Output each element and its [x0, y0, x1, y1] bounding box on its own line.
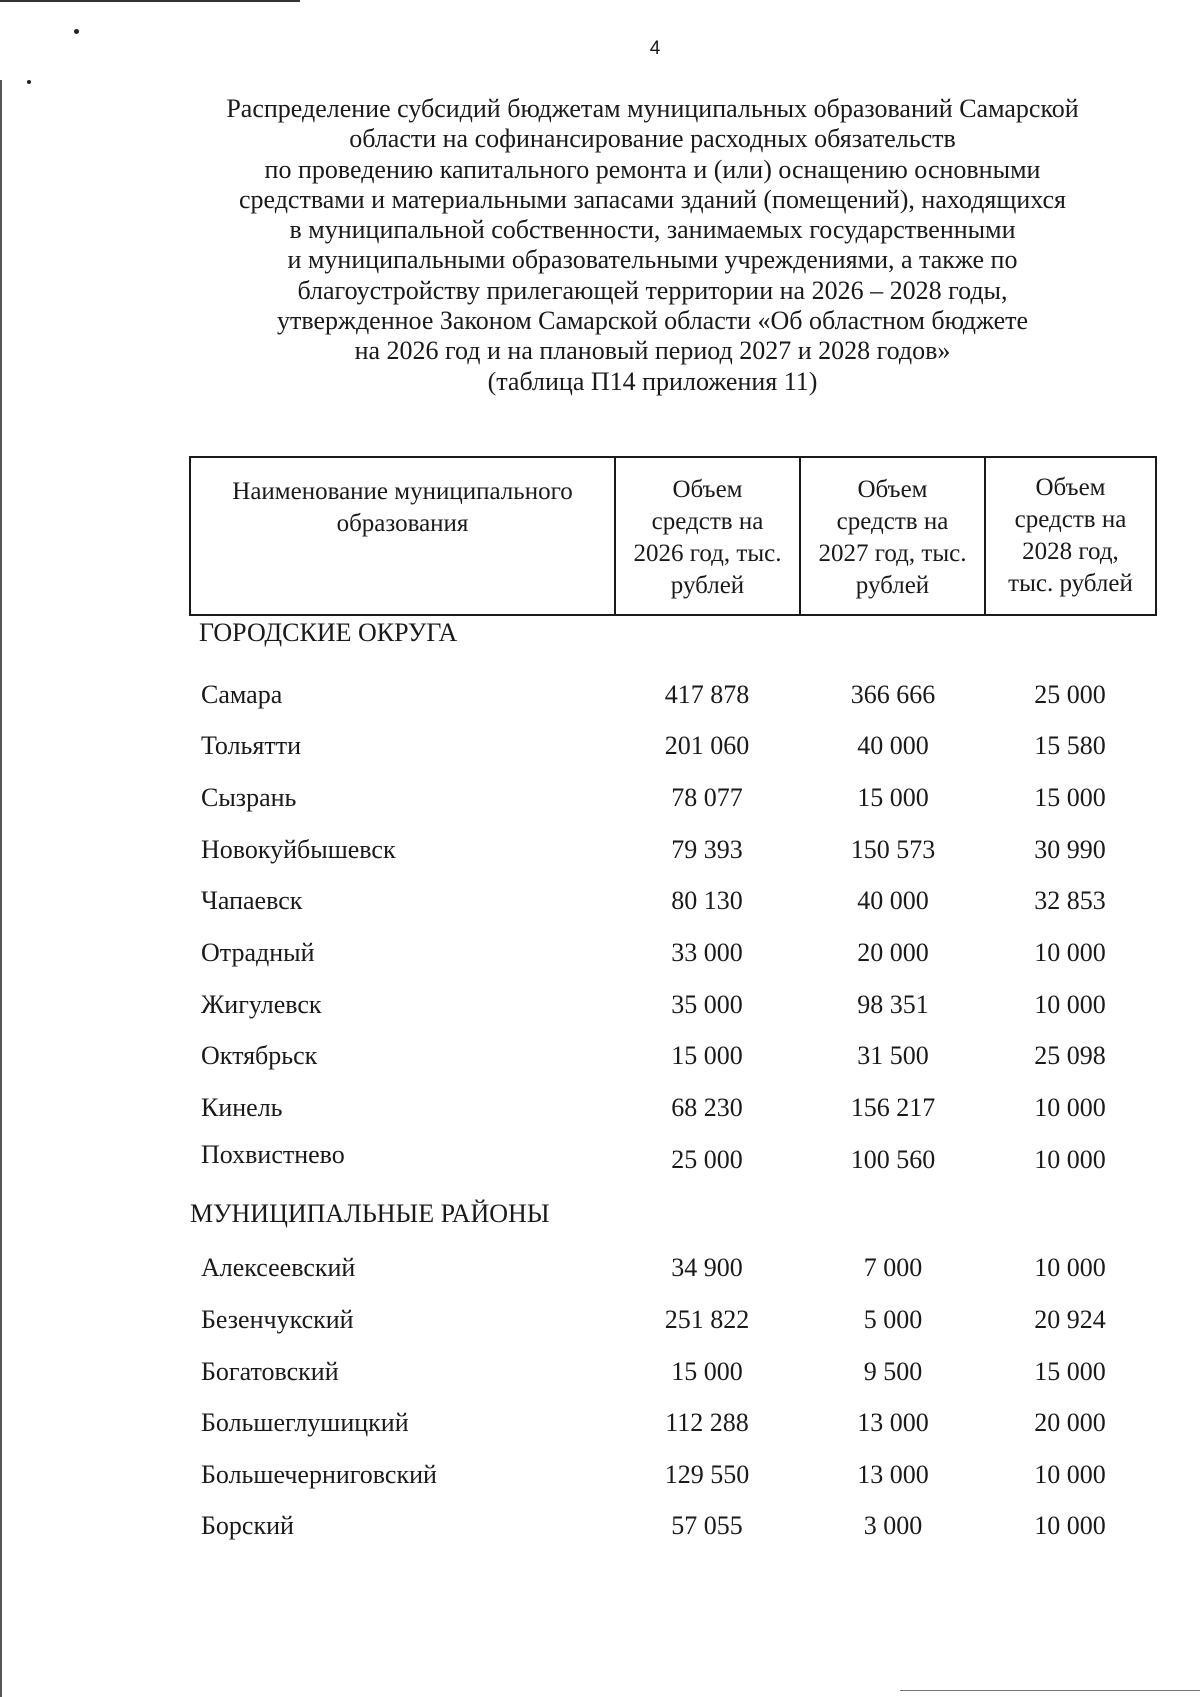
document-title — [180, 94, 1125, 397]
scan-edge-top — [0, 0, 300, 2]
row-value-2028: 32 853 — [1034, 886, 1106, 915]
section-heading-municipal-districts: МУНИЦИПАЛЬНЫЕ РАЙОНЫ — [190, 1199, 550, 1228]
row-value-2026: 112 288 — [665, 1408, 749, 1437]
page-number: 4 — [649, 38, 661, 59]
row-name: Большеглушицкий — [201, 1408, 409, 1437]
table-row — [0, 886, 1200, 918]
row-name: Сызрань — [201, 783, 297, 812]
row-value-2028: 30 990 — [1034, 835, 1106, 864]
table-row — [0, 990, 1200, 1022]
title-line: в муниципальной собственности, занимаемых государственными — [289, 215, 1016, 245]
row-name: Чапаевск — [201, 886, 303, 915]
row-value-2027: 13 000 — [857, 1460, 929, 1489]
row-value-2026: 201 060 — [664, 731, 750, 760]
row-value-2028: 10 000 — [1034, 938, 1106, 967]
row-value-2026: 34 900 — [671, 1253, 743, 1282]
row-value-2027: 9 500 — [863, 1357, 923, 1386]
scan-speck — [27, 80, 31, 84]
title-line: благоустройству прилегающей территории на 2026 – 2028 годы, — [297, 275, 1008, 305]
row-name: Жигулевск — [201, 990, 322, 1019]
row-value-2027: 156 217 — [850, 1093, 936, 1122]
header-volume-2028: Объем средств на 2028 год, тыс. рублей — [1008, 474, 1133, 597]
table-row — [0, 1460, 1200, 1492]
table-row — [0, 731, 1200, 763]
row-value-2028: 25 098 — [1034, 1041, 1106, 1070]
row-value-2026: 33 000 — [671, 938, 743, 967]
row-value-2027: 13 000 — [857, 1408, 929, 1437]
row-value-2028: 20 000 — [1034, 1408, 1106, 1437]
row-value-2026: 25 000 — [671, 1145, 743, 1174]
row-value-2027: 100 560 — [850, 1145, 936, 1174]
row-value-2028: 15 000 — [1034, 783, 1106, 812]
row-value-2026: 129 550 — [664, 1460, 750, 1489]
row-value-2028: 10 000 — [1034, 1093, 1106, 1122]
table-row — [0, 1140, 1200, 1172]
row-name: Отрадный — [201, 938, 315, 967]
row-value-2028: 10 000 — [1034, 1460, 1106, 1489]
title-line: Распределение субсидий бюджетам муниципальных образований Самарской — [226, 94, 1079, 123]
row-value-2026: 15 000 — [671, 1357, 743, 1386]
row-value-2028: 10 000 — [1034, 1145, 1106, 1174]
header-municipality-name: Наименование муниципального образования — [191, 458, 616, 614]
header-volume-2027: Объем средств на 2027 год, тыс. рублей — [801, 458, 986, 614]
table-row — [0, 1041, 1200, 1073]
row-value-2027: 150 573 — [850, 835, 936, 864]
scan-speck — [74, 29, 79, 34]
row-value-2026: 79 393 — [671, 835, 743, 864]
title-line: (таблица П14 приложения 11) — [487, 366, 818, 396]
row-value-2026: 35 000 — [671, 990, 743, 1019]
row-name: Похвистнево — [201, 1140, 345, 1169]
header-volume-2026: Объем средств на 2026 год, тыс. рублей — [616, 458, 801, 614]
table-row — [0, 1093, 1200, 1125]
row-name: Тольятти — [201, 731, 302, 760]
table-header — [189, 456, 1157, 616]
row-value-2027: 98 351 — [857, 990, 929, 1019]
row-value-2027: 40 000 — [857, 731, 929, 760]
title-line: и муниципальными образовательными учреждениями, а также по — [287, 245, 1018, 275]
row-name: Безенчукский — [201, 1305, 354, 1334]
row-name: Кинель — [201, 1093, 283, 1122]
table-row — [0, 783, 1200, 815]
scan-edge-bottom — [900, 1690, 1200, 1691]
row-value-2028: 10 000 — [1034, 1511, 1106, 1540]
row-value-2027: 31 500 — [857, 1041, 929, 1070]
row-value-2027: 366 666 — [850, 680, 936, 709]
row-value-2026: 78 077 — [671, 783, 743, 812]
title-line: утвержденное Законом Самарской области «Об областном бюджете — [276, 306, 1029, 336]
title-line: по проведению капитального ремонта и (или) оснащению основными — [264, 154, 1041, 184]
table-row — [0, 1511, 1200, 1543]
row-value-2027: 15 000 — [857, 783, 929, 812]
row-value-2027: 40 000 — [857, 886, 929, 915]
row-value-2026: 15 000 — [671, 1041, 743, 1070]
row-value-2028: 10 000 — [1034, 1253, 1106, 1282]
table-row — [0, 835, 1200, 867]
row-value-2028: 20 924 — [1034, 1305, 1106, 1334]
row-value-2027: 7 000 — [863, 1253, 923, 1282]
table-row — [0, 1253, 1200, 1285]
row-value-2028: 25 000 — [1034, 680, 1106, 709]
row-value-2027: 5 000 — [863, 1305, 923, 1334]
row-name: Богатовский — [201, 1357, 339, 1386]
table-row — [0, 1408, 1200, 1440]
row-name: Алексеевский — [201, 1253, 356, 1282]
row-value-2028: 10 000 — [1034, 990, 1106, 1019]
row-value-2026: 57 055 — [671, 1511, 743, 1540]
row-value-2026: 417 878 — [664, 680, 750, 709]
row-name: Большечерниговский — [201, 1460, 437, 1489]
title-line: на 2026 год и на плановый период 2027 и 2028 годов» — [354, 336, 951, 366]
row-name: Самара — [201, 680, 283, 709]
table-row — [0, 680, 1200, 712]
row-name: Борский — [201, 1511, 294, 1540]
table-row — [0, 1305, 1200, 1337]
row-value-2027: 20 000 — [857, 938, 929, 967]
row-name: Октябрьск — [201, 1041, 318, 1070]
table-row — [0, 938, 1200, 970]
row-value-2027: 3 000 — [863, 1511, 923, 1540]
row-value-2026: 251 822 — [664, 1305, 750, 1334]
section-heading-city-districts: ГОРОДСКИЕ ОКРУГА — [199, 618, 458, 647]
row-value-2026: 68 230 — [671, 1093, 743, 1122]
row-value-2028: 15 580 — [1034, 731, 1106, 760]
row-value-2028: 15 000 — [1034, 1357, 1106, 1386]
row-name: Новокуйбышевск — [201, 835, 396, 864]
title-line: области на софинансирование расходных обязательств — [349, 124, 956, 154]
title-line: средствами и материальными запасами зданий (помещений), находящихся — [238, 184, 1067, 214]
table-row — [0, 1357, 1200, 1389]
row-value-2026: 80 130 — [671, 886, 743, 915]
